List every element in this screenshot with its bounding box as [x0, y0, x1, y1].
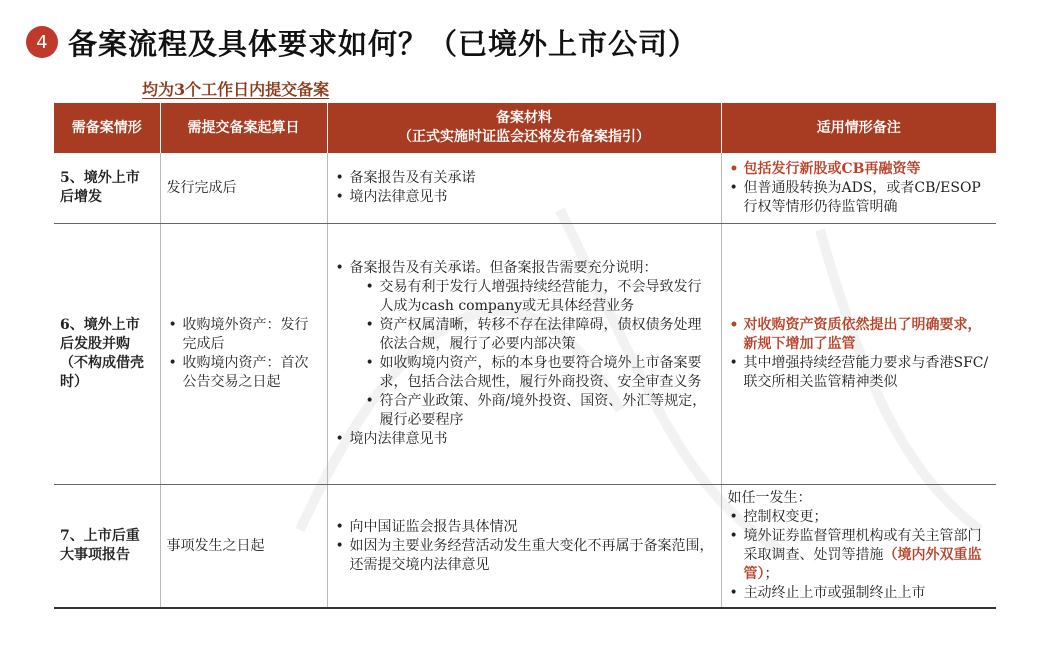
title-row	[26, 20, 698, 64]
list-item: • 其中增强持续经营能力要求与香港SFC/联交所相关监管精神类似	[728, 354, 991, 392]
materials-cell	[327, 153, 721, 224]
header-notes: 适用情形备注	[721, 103, 996, 153]
materials-intro: 备案报告及有关承诺。但备案报告需要充分说明：	[349, 260, 658, 276]
list-item: • 符合产业政策、外商/境外投资、国资、外汇等规定，履行必要程序	[364, 392, 715, 430]
note-highlight: （境内外双重监管）	[743, 547, 982, 582]
list-item: • 对收购资产资质依然提出了明确要求，新规下增加了监管	[728, 316, 991, 354]
materials-cell	[327, 224, 721, 485]
list-item: • 如因为主要业务经营活动发生重大变化不再属于备案范围，还需提交境内法律意见	[334, 537, 715, 575]
section-number-badge: 4	[26, 26, 58, 58]
filing-requirements-table	[54, 103, 996, 609]
list-item: • 主动终止上市或强制终止上市	[728, 584, 991, 603]
note-text: ；	[764, 566, 779, 582]
start-date-cell: 事项发生之日起	[160, 485, 327, 609]
situation-cell: 6、境外上市后发股并购（不构成借壳时）	[54, 224, 160, 485]
list-item: • 收购境外资产：发行完成后	[167, 316, 321, 354]
list-item	[334, 259, 715, 430]
notes-cell	[721, 485, 996, 609]
list-item: • 备案报告及有关承诺	[334, 169, 715, 188]
table-row	[54, 153, 996, 224]
list-item: • 控制权变更；	[728, 508, 991, 527]
list-item: • 向中国证监会报告具体情况	[334, 518, 715, 537]
list-item	[728, 527, 991, 584]
list-item: • 资产权属清晰，转移不存在法律障碍，债权债务处理依法合规，履行了必要内部决策	[364, 316, 715, 354]
list-item: • 包括发行新股或CB再融资等	[728, 160, 991, 179]
subtitle: 均为3个工作日内提交备案	[142, 80, 330, 99]
start-date-cell: 发行完成后	[160, 153, 327, 224]
notes-cell	[721, 224, 996, 485]
note-text: 境外证券监督管理机构或有关主管部门采取调查、处罚等措施	[743, 528, 982, 563]
list-item: • 如收购境内资产，标的本身也要符合境外上市备案要求，包括合法合规性，履行外商投资、安全审查义务	[364, 354, 715, 392]
notes-intro: 如任一发生：	[727, 490, 812, 506]
notes-cell	[721, 153, 996, 224]
list-item: • 境内法律意见书	[334, 430, 715, 449]
situation-cell: 5、境外上市后增发	[54, 153, 160, 224]
situation-cell: 7、上市后重大事项报告	[54, 485, 160, 609]
header-materials: 备案材料 （正式实施时证监会还将发布备案指引）	[327, 103, 721, 153]
page-title: 备案流程及具体要求如何？（已境外上市公司）	[68, 26, 699, 61]
header-start-date: 需提交备案起算日	[160, 103, 327, 153]
table-row	[54, 224, 996, 485]
start-date-cell	[160, 224, 327, 485]
list-item: • 境内法律意见书	[334, 188, 715, 207]
table-header-row	[54, 103, 996, 153]
materials-cell	[327, 485, 721, 609]
list-item: • 交易有利于发行人增强持续经营能力，不会导致发行人成为cash company或无具体经营业务	[364, 278, 715, 316]
header-situation: 需备案情形	[54, 103, 160, 153]
list-item: • 但普通股转换为ADS，或者CB/ESOP行权等情形仍待监管明确	[728, 179, 991, 217]
list-item: • 收购境内资产：首次公告交易之日起	[167, 354, 321, 392]
table-row	[54, 485, 996, 609]
